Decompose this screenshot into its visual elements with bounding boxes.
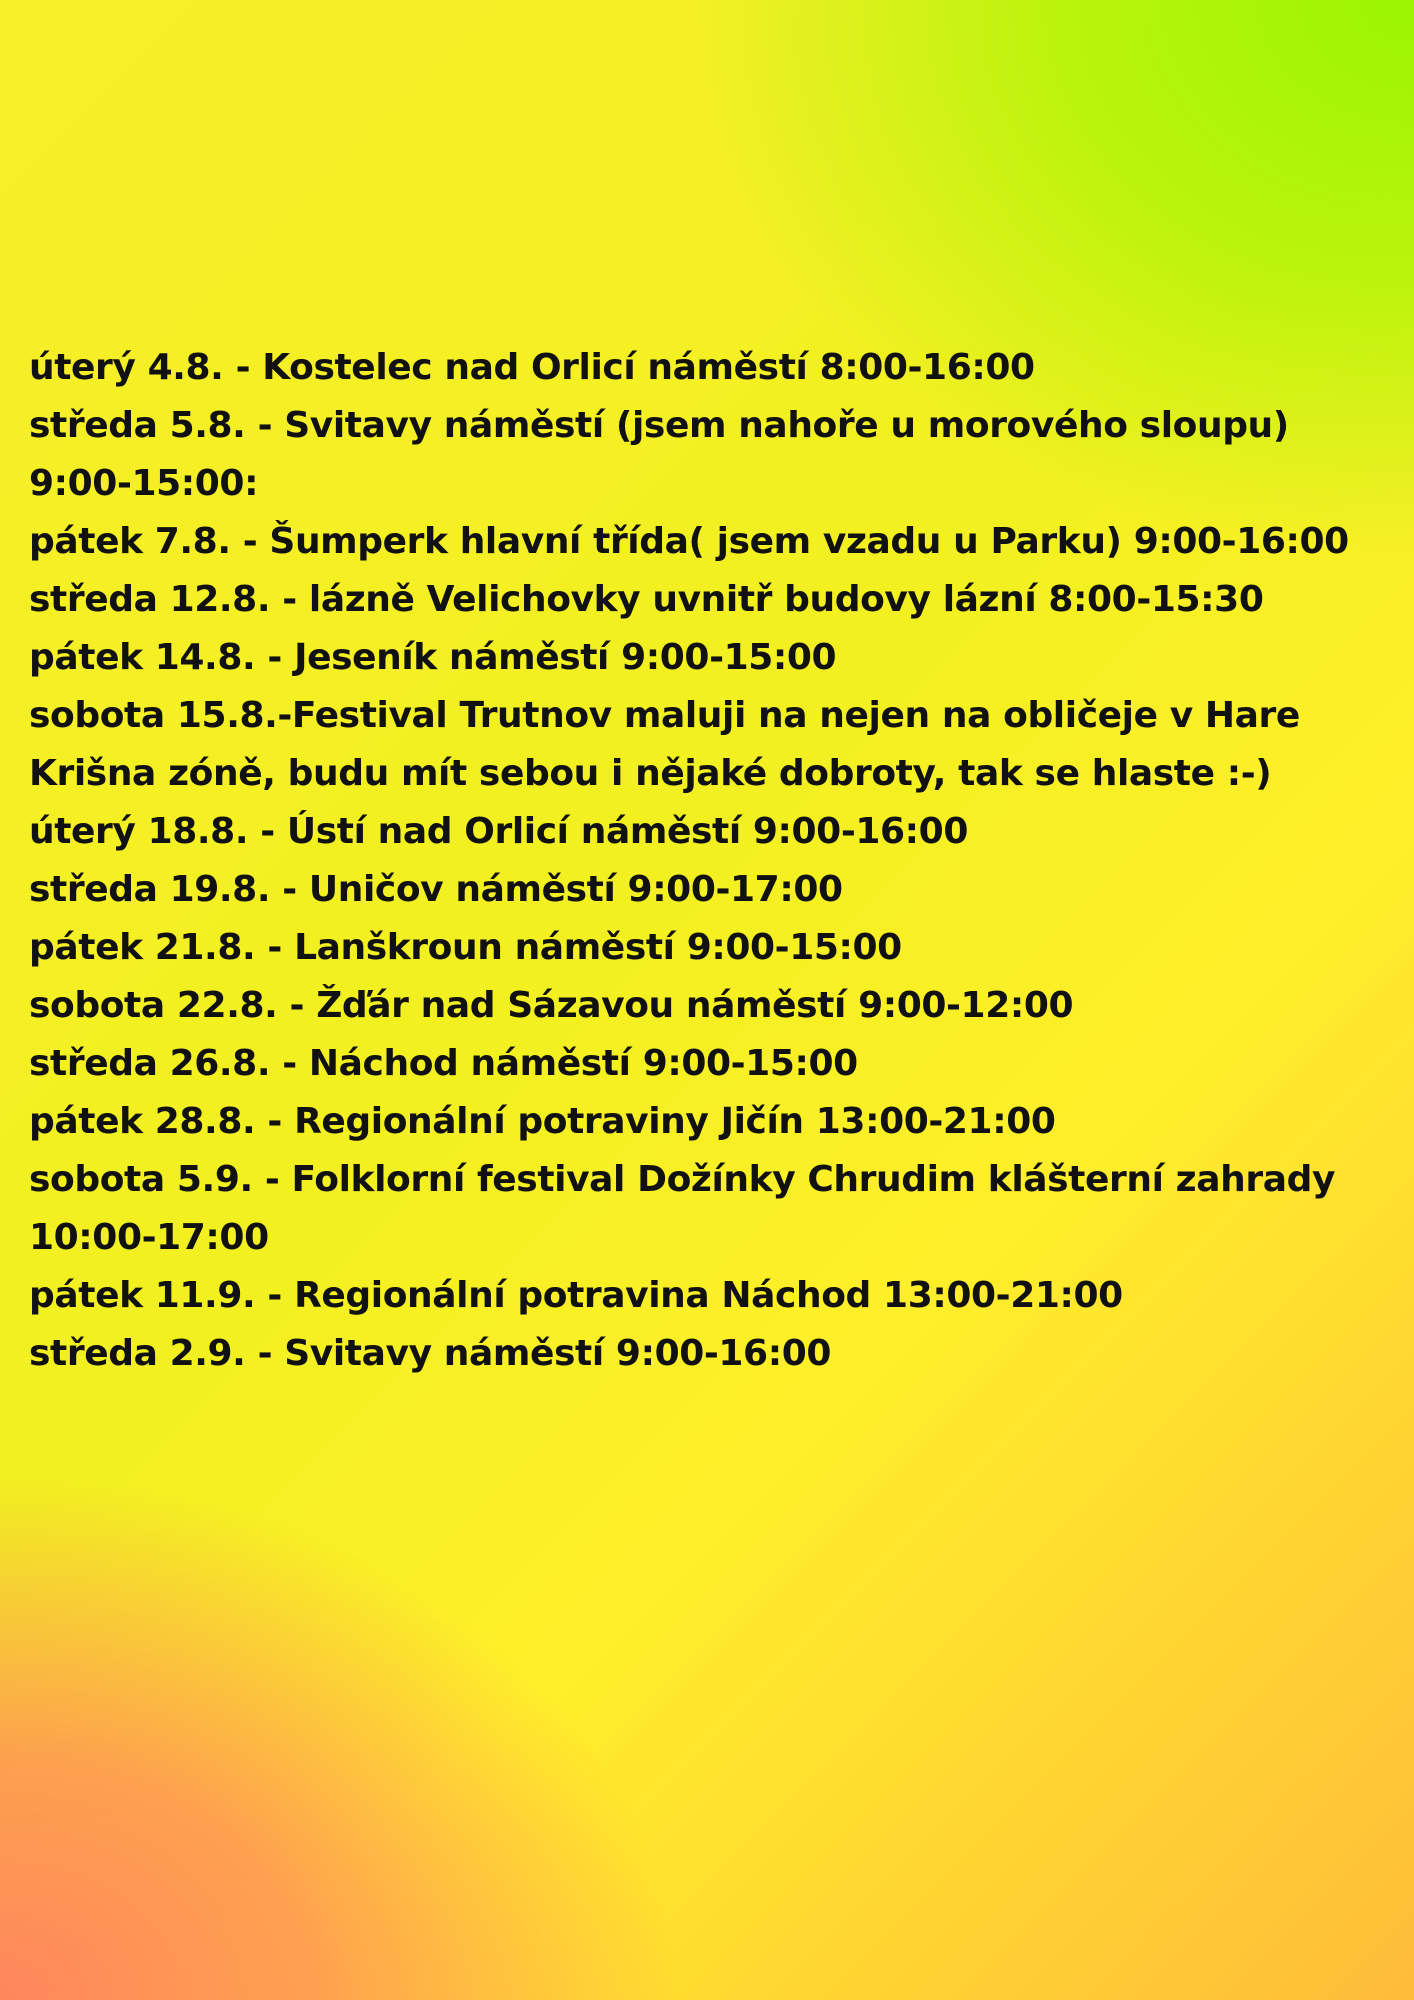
schedule-entry: pátek 21.8. - Lanškroun náměstí 9:00-15:00 (29, 927, 902, 968)
schedule-entry: sobota 15.8.-Festival Trutnov maluji na nejen na obličeje v Hare Krišna zóně, budu mít sebou i nějaké dobroty, tak se hlaste :-) (29, 695, 1300, 794)
schedule-entry: středa 19.8. - Uničov náměstí 9:00-17:00 (29, 869, 843, 910)
schedule-entry: středa 5.8. - Svitavy náměstí (jsem nahoře u morového sloupu) 9:00-15:00: (29, 405, 1289, 504)
schedule-entry: pátek 7.8. - Šumperk hlavní třída( jsem vzadu u Parku) 9:00-16:00 (29, 521, 1349, 562)
schedule-entry: sobota 22.8. - Žďár nad Sázavou náměstí 9:00-12:00 (29, 985, 1074, 1026)
schedule-entry: pátek 28.8. - Regionální potraviny Jičín 13:00-21:00 (29, 1101, 1056, 1142)
schedule-entry: pátek 11.9. - Regionální potravina Náchod 13:00-21:00 (29, 1275, 1123, 1316)
schedule-entry: úterý 4.8. - Kostelec nad Orlicí náměstí 8:00-16:00 (29, 347, 1035, 388)
schedule-entry: středa 12.8. - lázně Velichovky uvnitř budovy lázní 8:00-15:30 (29, 579, 1264, 620)
schedule-entry: sobota 5.9. - Folklorní festival Dožínky Chrudim klášterní zahrady 10:00-17:00 (29, 1159, 1336, 1258)
event-schedule-list (29, 339, 1389, 1383)
schedule-entry: úterý 18.8. - Ústí nad Orlicí náměstí 9:00-16:00 (29, 811, 968, 852)
schedule-entry: středa 26.8. - Náchod náměstí 9:00-15:00 (29, 1043, 858, 1084)
schedule-entry: pátek 14.8. - Jeseník náměstí 9:00-15:00 (29, 637, 837, 678)
schedule-entry: středa 2.9. - Svitavy náměstí 9:00-16:00 (29, 1333, 831, 1374)
